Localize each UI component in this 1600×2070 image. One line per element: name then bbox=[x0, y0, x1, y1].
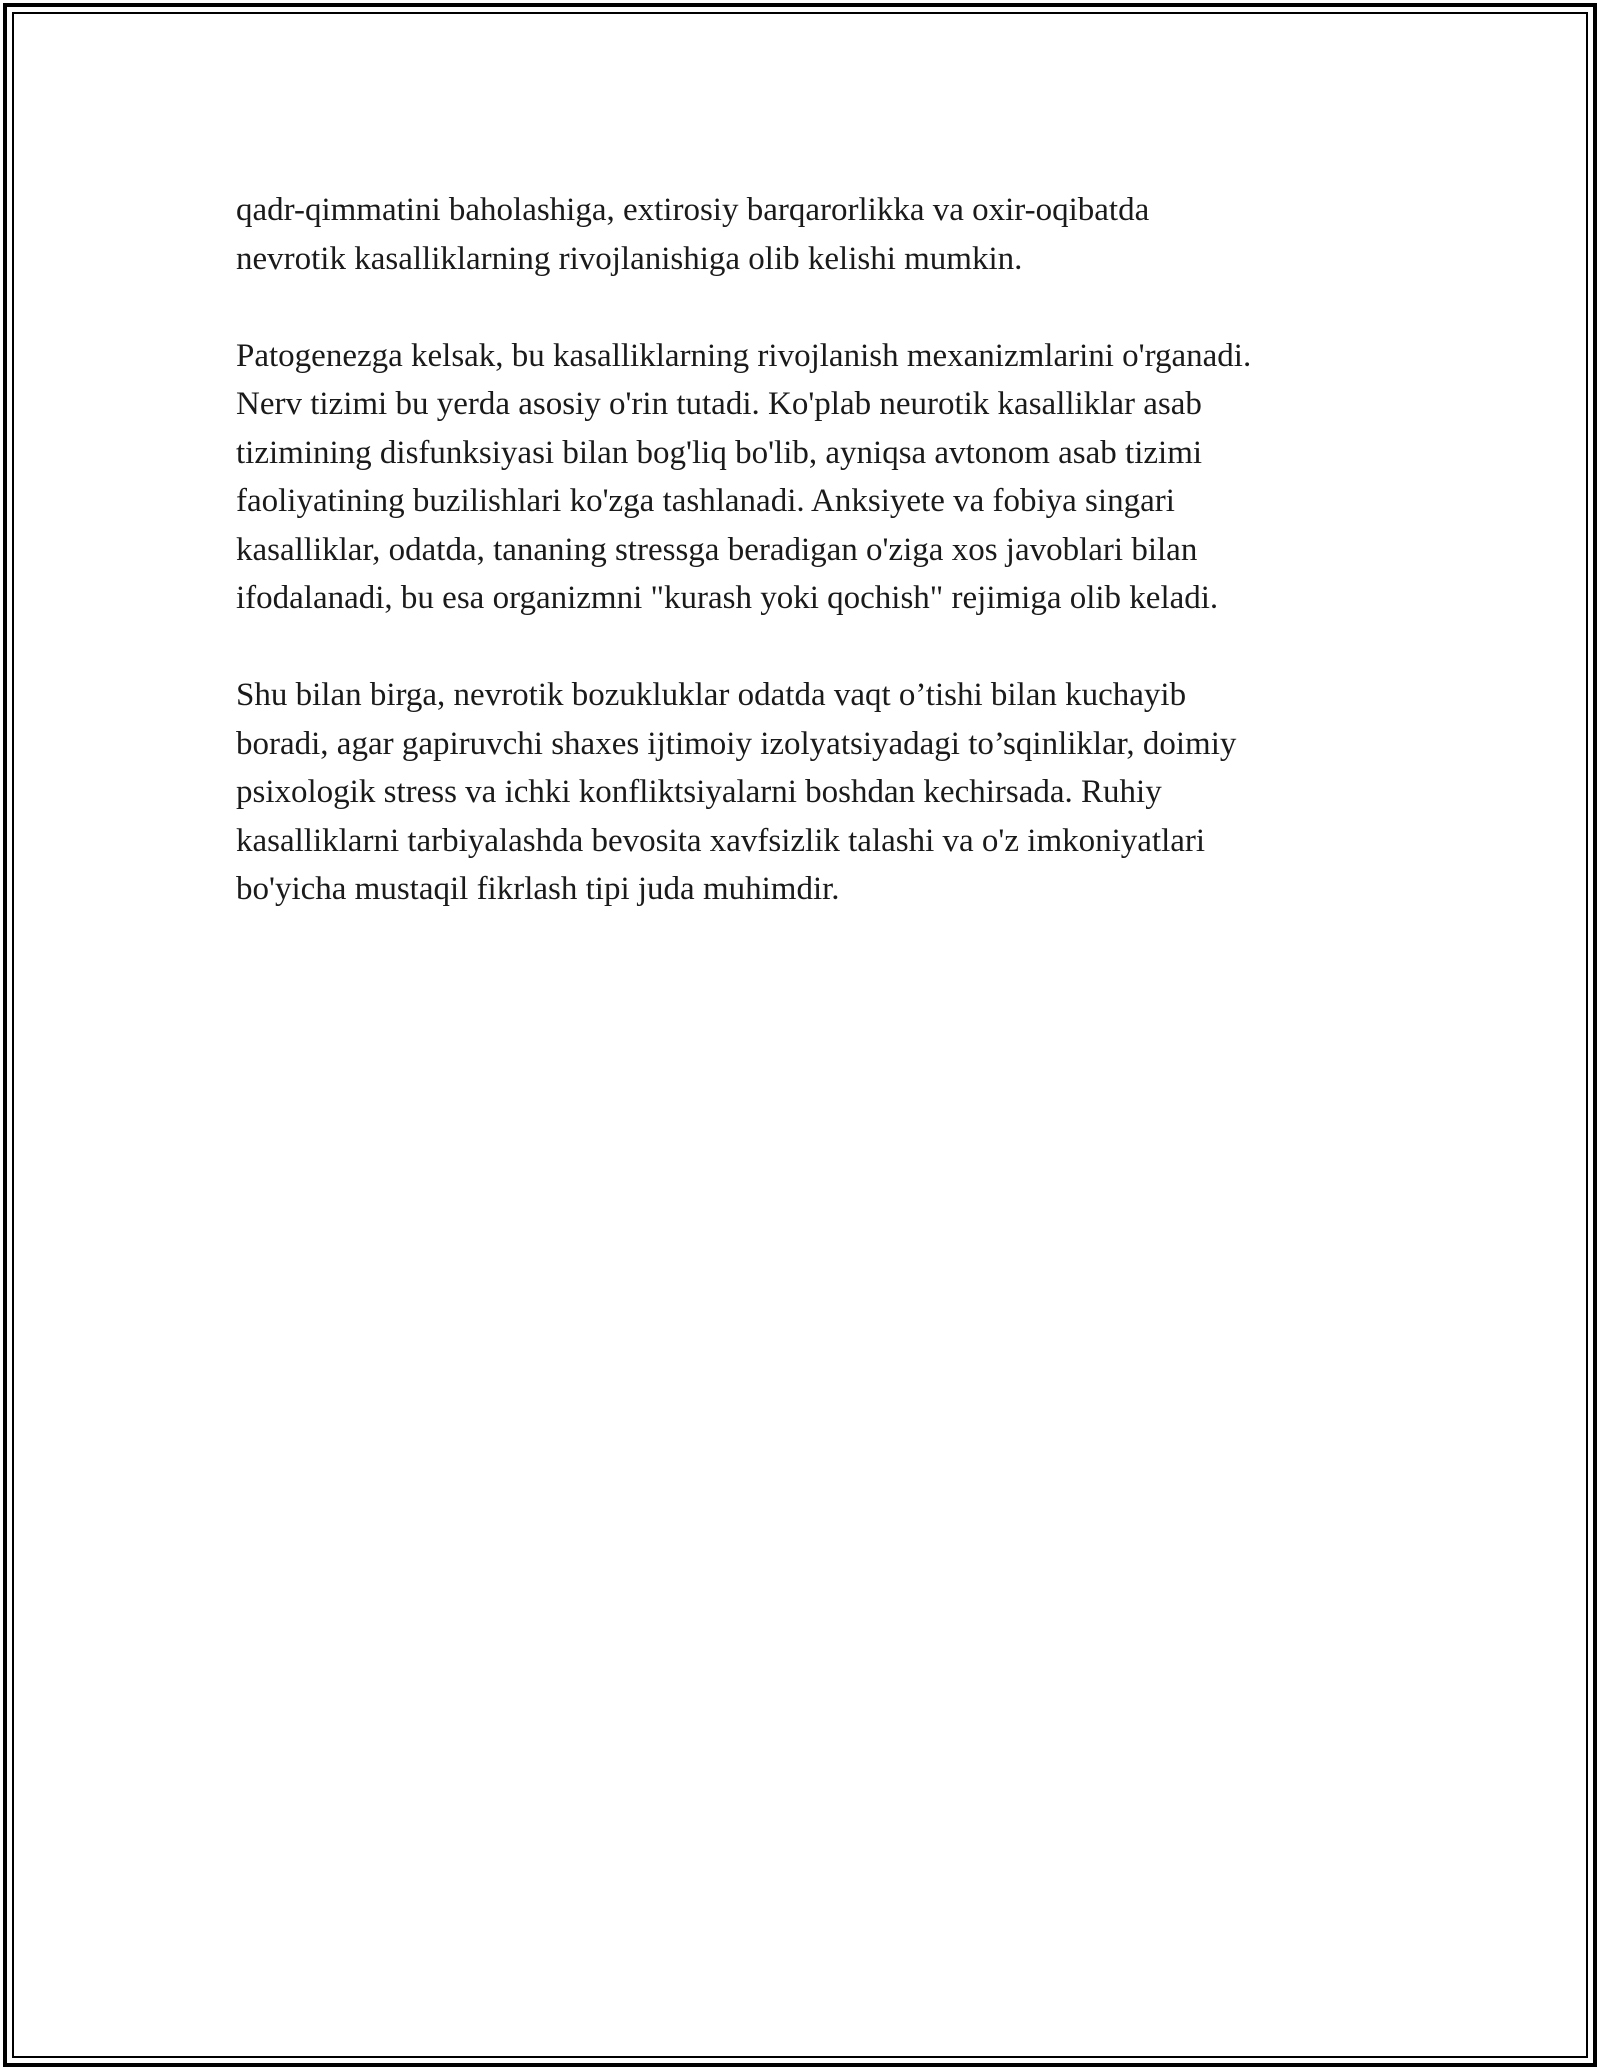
text-line: Patogenezga kelsak, bu kasalliklarning rivojlanish mexanizmlarini o'rganadi. bbox=[236, 337, 1252, 374]
text-line: boradi, agar gapiruvchi shaxes ijtimoiy izolyatsiyadagi to’sqinliklar, doimiy bbox=[236, 725, 1237, 762]
text-line: faoliyatining buzilishlari ko'zga tashlanadi. Anksiyete va fobiya singari bbox=[236, 483, 1175, 519]
paragraph bbox=[236, 671, 1376, 914]
text-line: Shu bilan birga, nevrotik bozukluklar odatda vaqt o’tishi bilan kuchayib bbox=[236, 677, 1187, 713]
document-body bbox=[236, 186, 1376, 962]
text-line: psixologik stress va ichki konfliktsiyalarni boshdan kechirsada. Ruhiy bbox=[236, 774, 1162, 810]
text-line: Nerv tizimi bu yerda asosiy o'rin tutadi. Ko'plab neurotik kasalliklar asab bbox=[236, 386, 1202, 422]
text-line: kasalliklarni tarbiyalashda bevosita xavfsizlik talashi va o'z imkoniyatlari bbox=[236, 822, 1206, 859]
paragraph bbox=[236, 332, 1376, 623]
paragraph bbox=[236, 186, 1376, 283]
text-line: kasalliklar, odatda, tananing stressga beradigan o'ziga xos javoblari bilan bbox=[236, 531, 1198, 568]
text-line: ifodalanadi, bu esa organizmni "kurash yoki qochish" rejimiga olib keladi. bbox=[236, 580, 1219, 616]
text-line: nevrotik kasalliklarning rivojlanishiga olib kelishi mumkin. bbox=[236, 240, 1023, 277]
text-line: qadr-qimmatini baholashiga, extirosiy barqarorlikka va oxir-oqibatda bbox=[236, 192, 1150, 228]
text-line: tizimining disfunksiyasi bilan bog'liq bo'lib, ayniqsa avtonom asab tizimi bbox=[236, 434, 1203, 471]
text-line: bo'yicha mustaqil fikrlash tipi juda muhimdir. bbox=[236, 871, 840, 907]
